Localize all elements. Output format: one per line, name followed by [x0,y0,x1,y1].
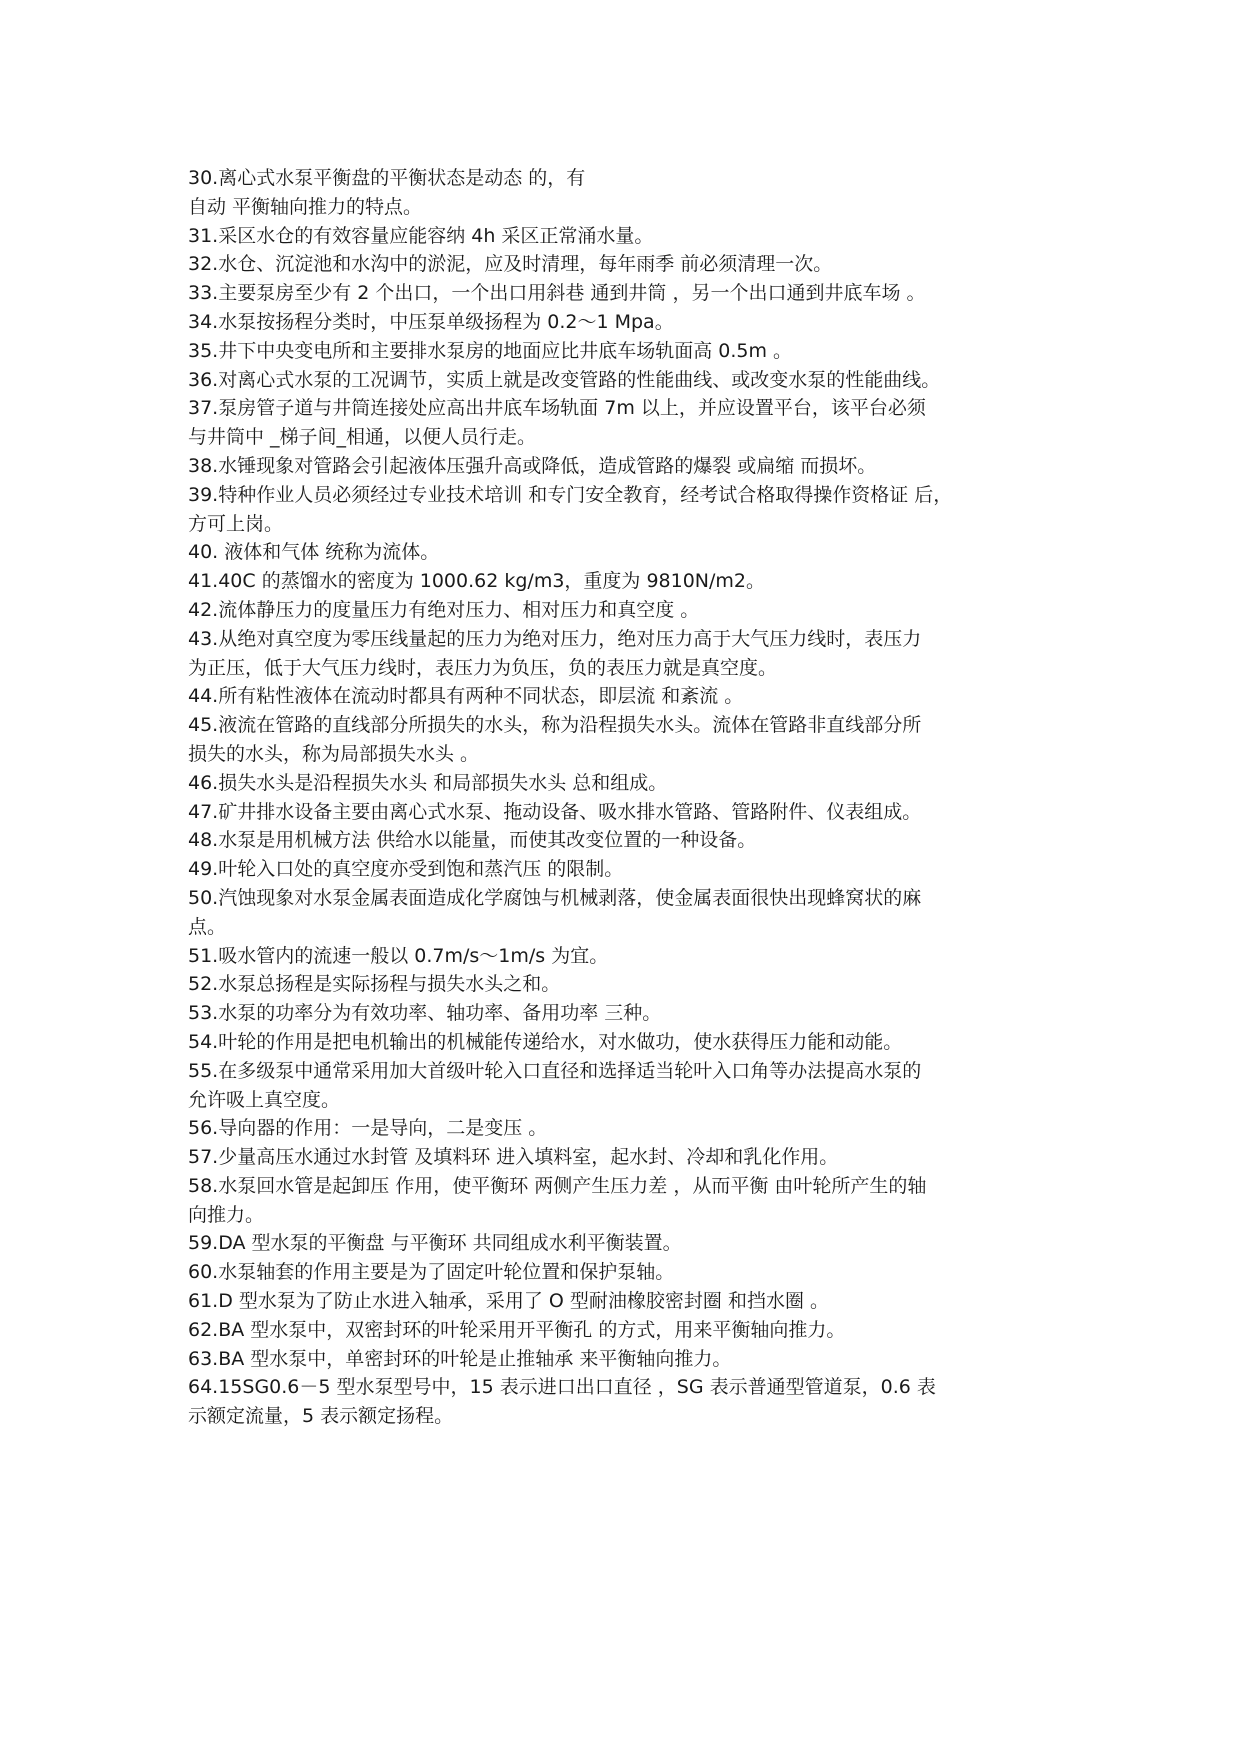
text-line: 55.在多级泵中通常采用加大首级叶轮入口直径和选择适当轮叶入口角等办法提高水泵的 [188,1059,922,1082]
text-line: 33.主要泵房至少有 2 个出口，一个出口用斜巷 通到井筒 ，另一个出口通到井底车场 。 [188,282,926,305]
text-line: 30.离心式水泵平衡盘的平衡状态是动态 的，有 [188,167,586,189]
text-line: 34.水泵按扬程分类时，中压泵单级扬程为 0.2～1 Mpa。 [188,310,674,333]
text-line: 43.从绝对真空度为零压线量起的压力为绝对压力，绝对压力高于大气压力线时，表压力 [188,627,922,650]
text-line: 63.BA 型水泵中，单密封环的叶轮是止推轴承 来平衡轴向推力。 [188,1347,732,1370]
text-line: 31.采区水仓的有效容量应能容纳 4h 采区正常涌水量。 [188,224,654,247]
text-line: 38.水锤现象对管路会引起液体压强升高或降低，造成管路的爆裂 或扁缩 而损坏。 [188,454,877,477]
text-line: 51.吸水管内的流速一般以 0.7m/s～1m/s 为宜。 [188,944,609,967]
text-line: 允许吸上真空度。 [188,1088,341,1111]
text-line: 47.矿井排水设备主要由离心式水泵、拖动设备、吸水排水管路、管路附件、仪表组成。 [188,800,922,823]
text-line: 61.D 型水泵为了防止水进入轴承，采用了 O 型耐油橡胶密封圈 和挡水圈 。 [188,1290,830,1313]
text-line: 37.泵房管子道与井筒连接处应高出井底车场轨面 7m 以上，并应设置平台，该平台必须 [188,397,926,420]
text-line: 54.叶轮的作用是把电机输出的机械能传递给水，对水做功，使水获得压力能和动能。 [188,1030,903,1053]
text-line: 48.水泵是用机械方法 供给水以能量，而使其改变位置的一种设备。 [188,829,757,852]
text-line: 32.水仓、沉淀池和水沟中的淤泥，应及时清理，每年雨季 前必须清理一次。 [188,253,833,276]
document-body [188,164,1068,1431]
text-line: 49.叶轮入口处的真空度亦受到饱和蒸汽压 的限制。 [188,858,624,881]
text-line: 方可上岗。 [188,512,284,535]
text-line: 53.水泵的功率分为有效功率、轴功率、备用功率 三种。 [188,1002,662,1025]
text-line: 59.DA 型水泵的平衡盘 与平衡环 共同组成水利平衡装置。 [188,1232,682,1255]
text-line: 42.流体静压力的度量压力有绝对压力、相对压力和真空度 。 [188,598,700,621]
text-line: 36.对离心式水泵的工况调节，实质上就是改变管路的性能曲线、或改变水泵的性能曲线。 [188,368,941,391]
text-line: 60.水泵轴套的作用主要是为了固定叶轮位置和保护泵轴。 [188,1261,675,1284]
text-line: 损失的水头，称为局部损失水头 。 [188,742,480,765]
text-line: 50.汽蚀现象对水泵金属表面造成化学腐蚀与机械剥落，使金属表面很快出现蜂窝状的麻 [188,886,922,909]
text-line: 35.井下中央变电所和主要排水泵房的地面应比井底车场轨面高 0.5m 。 [188,339,793,362]
text-line: 点。 [188,915,227,938]
text-line: 39.特种作业人员必须经过专业技术培训 和专门安全教育，经考试合格取得操作资格证 后， [188,483,953,506]
text-line: 示额定流量，5 表示额定扬程。 [188,1405,454,1428]
text-line: 52.水泵总扬程是实际扬程与损失水头之和。 [188,973,561,996]
text-line: 46.损失水头是沿程损失水头 和局部损失水头 总和组成。 [188,771,668,794]
text-line: 向推力。 [188,1203,265,1226]
text-line: 45.液流在管路的直线部分所损失的水头，称为沿程损失水头。流体在管路非直线部分所 [188,714,922,737]
text-line: 40. 液体和气体 统称为流体。 [188,541,440,564]
text-line: 自动 平衡轴向推力的特点。 [188,195,423,218]
text-line: 44.所有粘性液体在流动时都具有两种不同状态，即层流 和紊流 。 [188,685,744,708]
text-line: 与井筒中 _梯子间_相通，以便人员行走。 [188,426,537,449]
text-line: 62.BA 型水泵中，双密封环的叶轮采用开平衡孔 的方式，用来平衡轴向推力。 [188,1318,846,1341]
text-line: 64.15SG0.6－5 型水泵型号中，15 表示进口出口直径 ，SG 表示普通型管道泵，0.6 表 [188,1376,936,1399]
text-line: 41.40C 的蒸馏水的密度为 1000.62 kg/m3，重度为 9810N/m2。 [188,570,766,593]
text-line: 56.导向器的作用：一是导向，二是变压 。 [188,1117,548,1140]
text-line: 为正压，低于大气压力线时，表压力为负压，负的表压力就是真空度。 [188,656,778,679]
text-line: 57.少量高压水通过水封管 及填料环 进入填料室，起水封、冷却和乳化作用。 [188,1146,839,1169]
text-line: 58.水泵回水管是起卸压 作用，使平衡环 两侧产生压力差 ，从而平衡 由叶轮所产生的轴 [188,1174,927,1197]
